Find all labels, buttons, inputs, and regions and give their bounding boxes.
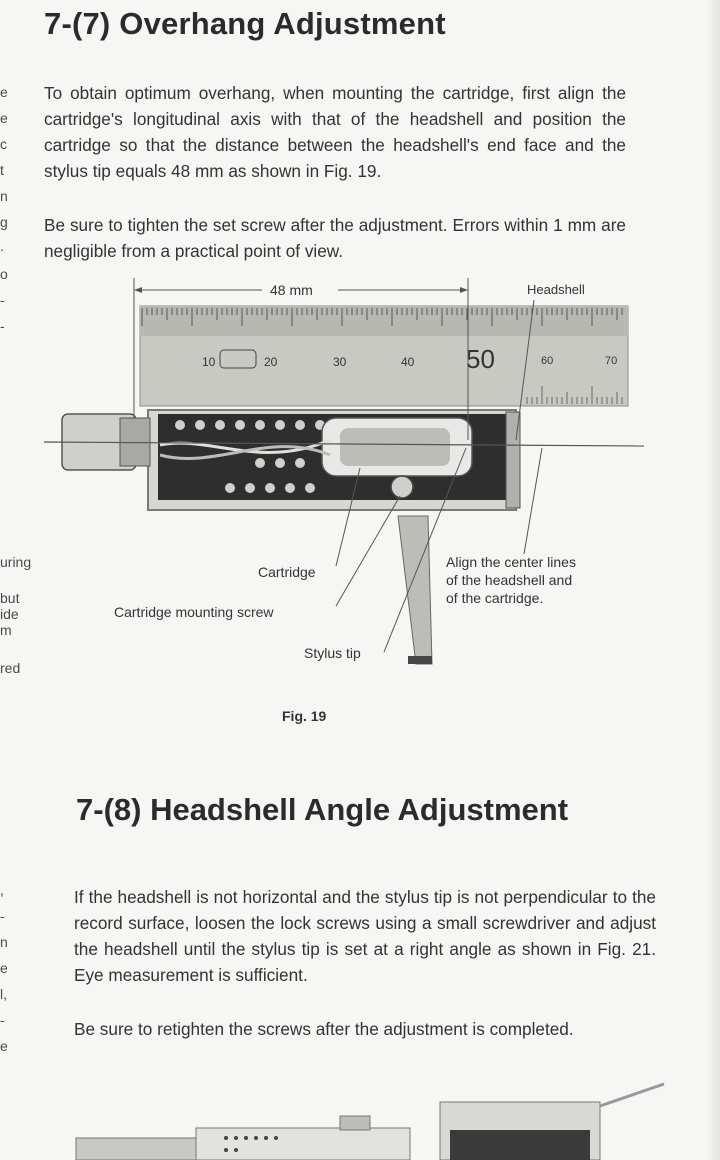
label-align-note-line1: Align the center lines xyxy=(446,554,576,570)
margin-fragment: t xyxy=(0,162,4,178)
section-title-headshell-angle: 7-(8) Headshell Angle Adjustment xyxy=(76,792,569,827)
margin-fragment: - xyxy=(0,1012,5,1028)
figure-19-caption: Fig. 19 xyxy=(282,708,327,724)
margin-fragment: n xyxy=(0,188,8,204)
angle-paragraph-2: Be sure to retighten the screws after the adjustment is completed. xyxy=(74,1019,574,1039)
margin-fragment: o xyxy=(0,266,8,282)
section-title-overhang: 7-(7) Overhang Adjustment xyxy=(44,6,446,41)
cartridge-shading xyxy=(340,428,450,466)
margin-fragment: , xyxy=(0,882,4,898)
label-headshell: Headshell xyxy=(527,282,585,297)
margin-fragment: e xyxy=(0,84,8,100)
margin-fragment: red xyxy=(0,660,21,676)
dimension-arrow-right xyxy=(460,287,468,293)
cartridge-front-dark xyxy=(450,1130,590,1160)
label-stylus-tip: Stylus tip xyxy=(304,645,361,661)
margin-fragment: e xyxy=(0,110,8,126)
margin-fragment: e xyxy=(0,1038,8,1054)
margin-fragment: - xyxy=(0,292,5,308)
mounting-screw-head xyxy=(391,476,413,498)
margin-fragment: l, xyxy=(0,986,7,1002)
margin-fragment: c xyxy=(0,136,7,152)
headshell-side-view xyxy=(196,1128,410,1160)
finger-lift xyxy=(398,516,432,664)
figure-21-partial xyxy=(0,1080,720,1160)
overhang-paragraph-1: To obtain optimum overhang, when mounting the cartridge, first align the cartridge's longitudinal axis with that of the headshell and position the cartridge so that the distance between the headshell's end face and the stylus tip equals 48 mm as shown in Fig. 19. xyxy=(44,83,626,181)
margin-fragment: ide xyxy=(0,606,19,622)
margin-fragment: - xyxy=(0,318,5,334)
dimension-arrow-left xyxy=(134,287,142,293)
label-align-note-line3: of the cartridge. xyxy=(446,590,544,606)
ruler-number: 60 xyxy=(541,355,554,367)
label-mounting-screw: Cartridge mounting screw xyxy=(114,604,274,620)
align-note-leader xyxy=(524,448,542,554)
headshell-lift xyxy=(340,1116,370,1130)
mounting-screw-leader xyxy=(336,496,400,606)
ruler-number: 40 xyxy=(401,355,415,369)
angle-paragraph-1: If the headshell is not horizontal and the stylus tip is not perpendicular to the record surface, loosen the lock screws using a small screwdriver and adjust the headshell until the stylus tip is set at a right angle as shown in Fig. 21. Eye measurement is sufficient. xyxy=(74,887,656,985)
overhang-paragraph-2: Be sure to tighten the set screw after the adjustment. Errors within 1 mm are negligible from a practical point of view. xyxy=(44,215,626,261)
margin-fragment: uring xyxy=(0,554,32,570)
ruler-number: 20 xyxy=(264,355,278,369)
ruler-number: 30 xyxy=(333,355,347,369)
margin-fragment: but xyxy=(0,590,20,606)
margin-fragment: - xyxy=(0,908,5,924)
ruler-number: 10 xyxy=(202,355,216,369)
finger-lift-tip xyxy=(408,656,432,664)
dimension-label: 48 mm xyxy=(270,282,313,298)
ruler-number-large: 50 xyxy=(466,344,495,374)
tonearm-front xyxy=(600,1084,664,1106)
margin-fragment: g xyxy=(0,214,8,230)
margin-fragment: n xyxy=(0,934,8,950)
ruler-scale-band xyxy=(140,306,628,336)
margin-fragment: m xyxy=(0,622,12,638)
ruler-number: 70 xyxy=(605,355,618,367)
margin-fragment: e xyxy=(0,960,8,976)
tonearm-tube xyxy=(76,1138,206,1160)
label-cartridge: Cartridge xyxy=(258,564,316,580)
margin-fragment: . xyxy=(0,238,4,254)
label-align-note-line2: of the headshell and xyxy=(446,572,573,588)
